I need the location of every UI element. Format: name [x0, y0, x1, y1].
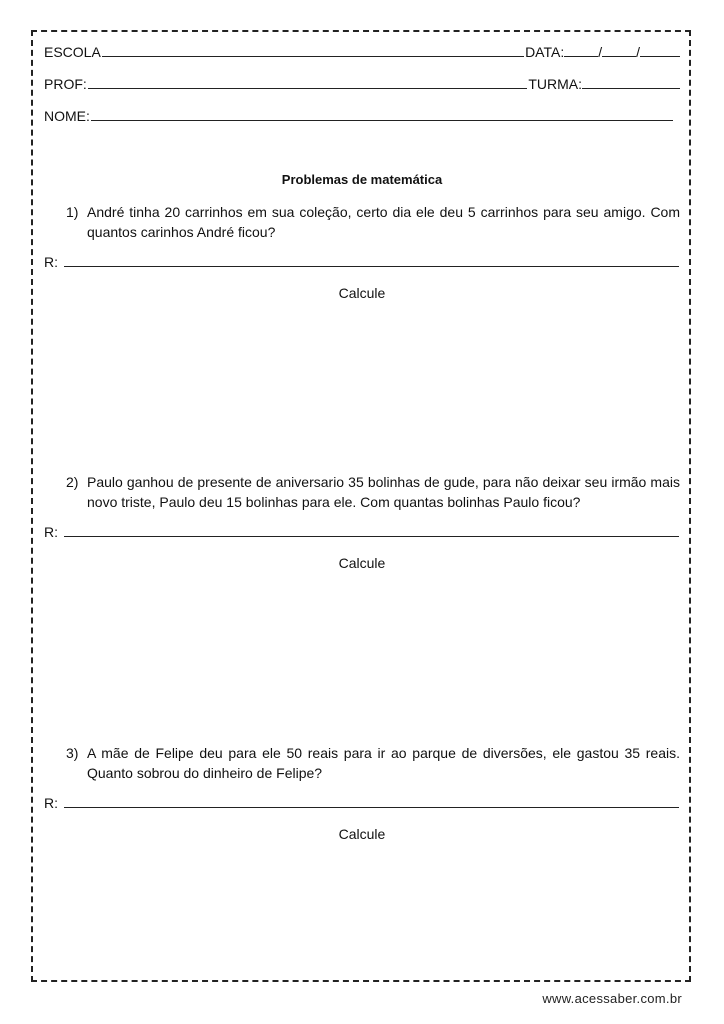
question-2 — [66, 472, 680, 512]
calculate-label-2: Calcule — [338, 555, 386, 571]
date-separator-2: / — [636, 44, 640, 60]
school-date-row — [44, 44, 680, 60]
teacher-label: PROF: — [44, 76, 87, 92]
calculate-label-3: Calcule — [338, 826, 386, 842]
date-day-field[interactable] — [564, 56, 598, 57]
name-row — [44, 108, 674, 124]
answer-1-label: R: — [44, 254, 58, 270]
school-label: ESCOLA — [44, 44, 101, 60]
calculate-label-1: Calcule — [338, 285, 386, 301]
answer-2-label: R: — [44, 524, 58, 540]
question-3-number: 3) — [66, 745, 79, 761]
answer-1-field[interactable] — [64, 266, 679, 267]
name-field[interactable] — [91, 120, 673, 121]
answer-row-1 — [44, 254, 680, 270]
footer-website: www.acessaber.com.br — [542, 991, 682, 1006]
class-field[interactable] — [582, 88, 680, 89]
question-3 — [66, 743, 680, 783]
date-year-field[interactable] — [640, 56, 680, 57]
question-1 — [66, 202, 680, 242]
class-label: TURMA: — [528, 76, 582, 92]
name-label: NOME: — [44, 108, 90, 124]
question-3-text: A mãe de Felipe deu para ele 50 reais para ir ao parque de diversões, ele gastou 35 reais. Quanto sobrou do dinheiro de Felipe? — [87, 745, 680, 781]
question-1-number: 1) — [66, 204, 79, 220]
answer-3-label: R: — [44, 795, 58, 811]
question-2-number: 2) — [66, 474, 79, 490]
worksheet-title: Problemas de matemática — [281, 172, 443, 187]
school-field[interactable] — [102, 56, 524, 57]
date-month-field[interactable] — [602, 56, 636, 57]
answer-row-3 — [44, 795, 680, 811]
date-label: DATA: — [525, 44, 565, 60]
teacher-field[interactable] — [88, 88, 528, 89]
answer-row-2 — [44, 524, 680, 540]
answer-2-field[interactable] — [64, 536, 679, 537]
question-1-text: André tinha 20 carrinhos em sua coleção, certo dia ele deu 5 carrinhos para seu amigo. Com quantos carinhos André ficou? — [87, 204, 680, 240]
question-2-text: Paulo ganhou de presente de aniversario 35 bolinhas de gude, para não deixar seu irmão mais novo triste, Paulo deu 15 bolinhas para ele. Com quantas bolinhas Paulo ficou? — [87, 474, 680, 510]
teacher-class-row — [44, 76, 680, 92]
date-separator-1: / — [598, 44, 603, 60]
answer-3-field[interactable] — [64, 807, 679, 808]
